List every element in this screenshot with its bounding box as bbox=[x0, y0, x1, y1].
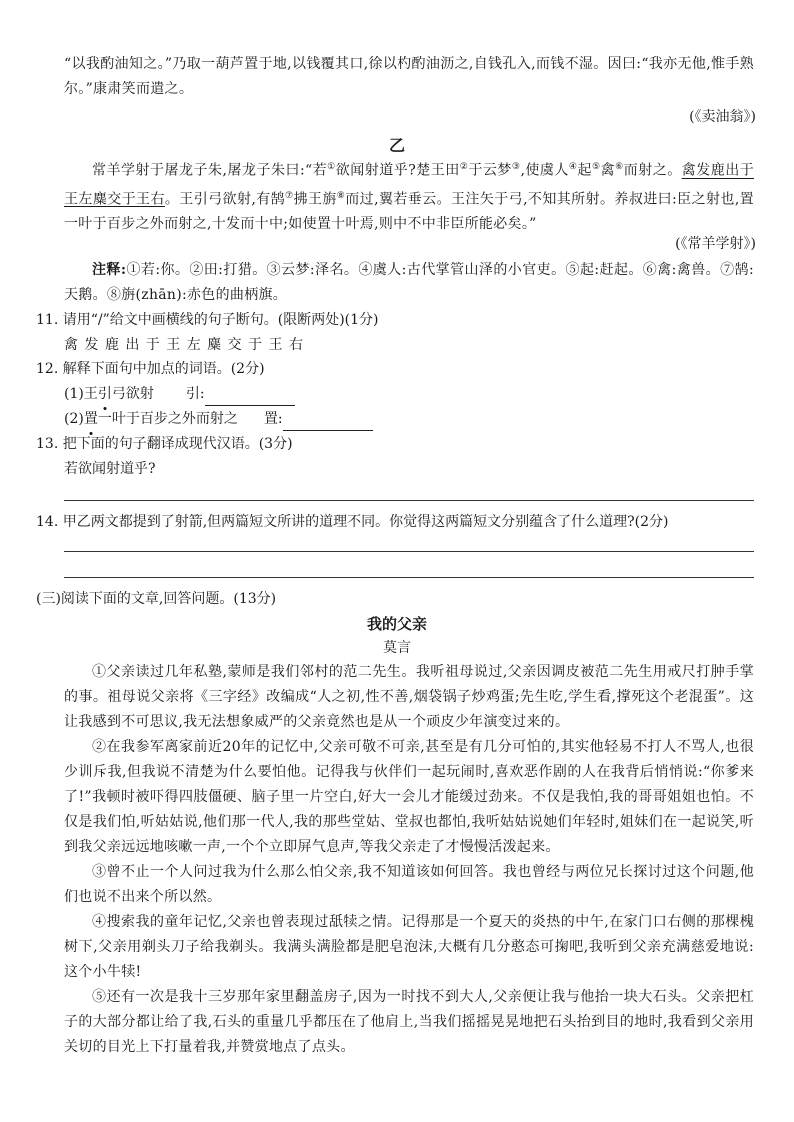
article-paragraph-2: ②在我参军离家前近20年的记忆中,父亲可敬不可亲,甚至是有几分可怕的,其实他轻易不打人不骂人,也很少训斥我,但我说不清楚为什么要怕他。记得我与伙伴们一起玩闹时,喜欢恶作剧的人在我背后悄悄说:“你爹来了!”我顿时被吓得四肢僵硬、脑子里一片空白,好大一会儿才能缓过劲来。不仅是我怕,我的哥哥姐姐也怕。不仅是我们怕,听姑姑说,他们那一代人,我的那些堂姑、堂叔也都怕,我听姑姑说她们年轻时,姐妹们在一起说笑,听到我父亲远远地咳嗽一声,一个个立即屏气息声,等我父亲走了才慢慢活泼起来。 bbox=[64, 739, 754, 855]
question-12-item-1: (1)王引弓欲射 引: bbox=[64, 382, 295, 406]
question-11: 11. 请用“/”给文中画横线的句子断句。(限断两处)(1分) bbox=[36, 312, 379, 328]
question-14: 14. 甲乙两文都提到了射箭,但两篇短文所讲的道理不同。你觉得这两篇短文分别蕴含了什么道理?(2分) bbox=[36, 514, 669, 530]
section-3-intro: (三)阅读下面的文章,回答问题。(13分) bbox=[36, 591, 277, 607]
passage-b-heading: 乙 bbox=[388, 136, 405, 155]
question-13: 13. 把下面的句子翻译成现代汉语。(3分) bbox=[36, 436, 293, 452]
passage-a-source: (《卖油翁》) bbox=[689, 109, 756, 125]
question-12: 12. 解释下面句中加点的词语。(2分) bbox=[36, 361, 265, 377]
passage-a-tail: “以我酌油知之。”乃取一葫芦置于地,以钱覆其口,徐以杓酌油沥之,自钱孔入,而钱不湿。因曰:“我亦无他,惟手熟尔。”康肃笑而遣之。 bbox=[64, 56, 754, 97]
answer-blank-zhi[interactable] bbox=[283, 414, 373, 431]
dotted-word-zhi: 置 bbox=[83, 411, 98, 427]
article-paragraph-1: ①父亲读过几年私塾,蒙师是我们邻村的范二先生。我听祖母说过,父亲因调皮被范二先生用戒尺打肿手掌的事。祖母说父亲将《三字经》改编成“人之初,性不善,烟袋锅子炒鸡蛋;先生吃,学生看,撑死这个老混蛋”。这让我感到不可思议,我无法想象威严的父亲竟然也是从一个顽皮少年演变过来的。 bbox=[64, 664, 754, 730]
passage-b-source: (《常羊学射》) bbox=[675, 236, 756, 252]
question-11-text: 禽 发 鹿 出 于 王 左 麋 交 于 王 右 bbox=[64, 337, 304, 353]
underlined-sentence: 禽发鹿出于王左麋交于王右 bbox=[64, 162, 755, 208]
answer-line-14-1[interactable] bbox=[64, 551, 754, 552]
notes bbox=[64, 258, 754, 308]
answer-blank-yin[interactable] bbox=[205, 389, 295, 406]
notes-text: ①若:你。②田:打猎。③云梦:泽名。④虞人:古代掌管山泽的小官吏。⑤起:赶起。⑥禽:禽兽。⑦鹄:天鹅。⑧旃(zhān):赤色的曲柄旗。 bbox=[64, 262, 754, 303]
article-author: 莫言 bbox=[383, 640, 411, 656]
article-paragraph-3: ③曾不止一个人问过我为什么那么怕父亲,我不知道该如何回答。我也曾经与两位兄长探讨过这个问题,他们也说不出来个所以然。 bbox=[64, 864, 754, 905]
passage-b-text: 常羊学射于屠龙子朱,屠龙子朱曰:“若①欲闻射道乎?楚王田②于云梦③,使虞人④起⑤禽⑥而射之。禽发鹿出于王左麋交于王右。王引弓欲射,有鹄⑦拂王旃⑧而过,翼若垂云。王注矢于弓,不知其所射。养叔进曰:臣之射也,置一叶于百步之外而射之,十发而十中;如使置十叶焉,则中不中非臣所能必矣。” bbox=[64, 162, 755, 233]
article-title: 我的父亲 bbox=[366, 615, 427, 633]
answer-line-13[interactable] bbox=[64, 500, 754, 501]
question-13-text: 若欲闻射道乎? bbox=[64, 461, 156, 477]
answer-line-14-2[interactable] bbox=[64, 577, 754, 578]
notes-label: 注释: bbox=[92, 262, 127, 278]
question-12-item-2: (2)置一叶于百步之外而射之 置: bbox=[64, 407, 373, 431]
dotted-word-yin: 引 bbox=[97, 386, 112, 402]
article-paragraph-5: ⑤还有一次是我十三岁那年家里翻盖房子,因为一时找不到大人,父亲便让我与他抬一块大石头。父亲把杠子的大部分都让给了我,石头的重量几乎都压在了他肩上,当我们摇摇晃晃地把石头抬到目的地时,我看到父亲用关切的目光上下打量着我,并赞赏地点了点头。 bbox=[64, 989, 754, 1055]
article-paragraph-4: ④搜索我的童年记忆,父亲也曾表现过舐犊之情。记得那是一个夏天的炎热的中午,在家门口右侧的那棵槐树下,父亲用剃头刀子给我剃头。我满头满脸都是肥皂泡沫,大概有几分憨态可掬吧,我听到父亲充满慈爱地说:这个小牛犊! bbox=[64, 914, 754, 980]
